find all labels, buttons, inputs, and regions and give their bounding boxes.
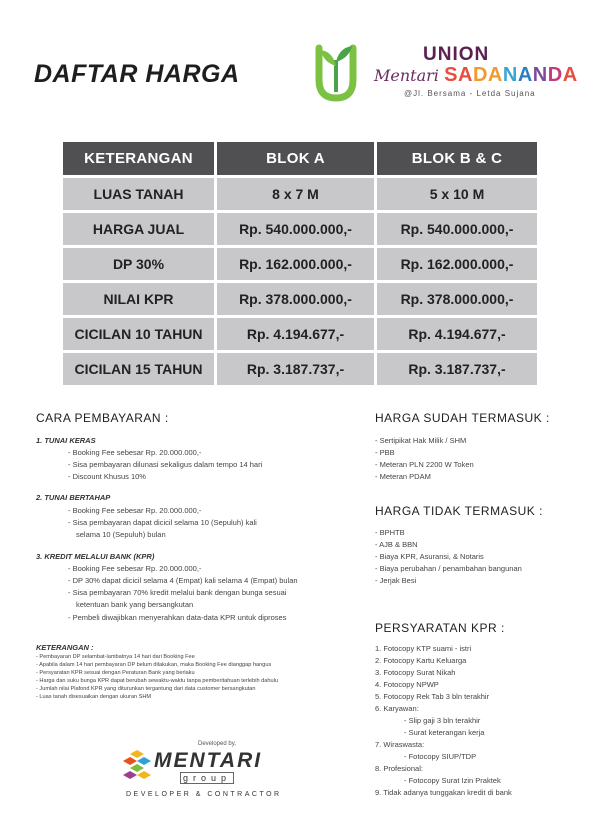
kredit-bank-line: - DP 30% dapat dicicil selama 4 (Empat) kali selama 4 (Empat) bulan <box>68 576 298 585</box>
persyaratan-sub-item: - Fotocopy Surat Izin Praktek <box>404 776 501 785</box>
kredit-bank-line: - Sisa pembayaran 70% kredit melalui bank dengan bunga sesuai <box>68 588 287 597</box>
price-table <box>63 139 537 388</box>
harga-termasuk-item: - Meteran PDAM <box>375 472 431 481</box>
row-label: CICILAN 10 TAHUN <box>63 318 217 350</box>
persyaratan-item: 9. Tidak adanya tunggakan kredit di bank <box>375 788 512 797</box>
harga-tidak-termasuk-item: - Biaya perubahan / penambahan bangunan <box>375 564 522 573</box>
harga-tidak-termasuk-item: - BPHTB <box>375 528 405 537</box>
persyaratan-item: 2. Fotocopy Kartu Keluarga <box>375 656 467 665</box>
blok-a-value: Rp. 162.000.000,- <box>217 248 377 280</box>
sadananda-letter: N <box>532 64 548 86</box>
keterangan-note: - Pembayaran DP selambat-lambatnya 14 hari dari Booking Fee <box>36 654 195 660</box>
sadananda-letter: A <box>458 64 473 86</box>
header-blok-bc: BLOK B & C <box>377 142 537 175</box>
sadananda-text <box>444 65 577 86</box>
tunai-keras-line: - Booking Fee sebesar Rp. 20.000.000,- <box>68 448 202 457</box>
header-blok-a: BLOK A <box>217 142 377 175</box>
sadananda-letter: N <box>502 64 518 86</box>
harga-termasuk-item: - Sertipikat Hak Milik / SHM <box>375 436 467 445</box>
tunai-bertahap-line: - Sisa pembayaran dapat dicicil selama 10 (Sepuluh) kali <box>68 518 257 527</box>
persyaratan-kpr-heading: PERSYARATAN KPR : <box>375 621 505 635</box>
keterangan-title: KETERANGAN : <box>36 643 94 652</box>
sadananda-letter: D <box>547 64 563 86</box>
project-name <box>374 64 578 87</box>
row-label: DP 30% <box>63 248 217 280</box>
location-text: @Jl. Bersama - Letda Sujana <box>404 89 536 98</box>
blok-a-value: Rp. 4.194.677,- <box>217 318 377 350</box>
row-label: LUAS TANAH <box>63 178 217 210</box>
group-word: group <box>180 772 234 784</box>
tunai-bertahap-line: selama 10 (Sepuluh) bulan <box>76 530 166 539</box>
harga-termasuk-item: - Meteran PLN 2200 W Token <box>375 460 474 469</box>
persyaratan-item: 1. Fotocopy KTP suami - istri <box>375 644 472 653</box>
persyaratan-sub-item: - Fotocopy SIUP/TDP <box>404 752 477 761</box>
u-leaf-icon <box>305 40 367 104</box>
persyaratan-sub-item: - Slip gaji 3 bln terakhir <box>404 716 481 725</box>
keterangan-note: - Luas tanah disesuaikan dengan ukuran SHM <box>36 694 152 700</box>
blok-a-value: Rp. 540.000.000,- <box>217 213 377 245</box>
union-logo <box>305 40 578 110</box>
harga-termasuk-heading: HARGA SUDAH TERMASUK : <box>375 411 550 425</box>
table-row <box>63 353 537 385</box>
page-title: DAFTAR HARGA <box>34 60 240 88</box>
blok-a-value: 8 x 7 M <box>217 178 377 210</box>
sadananda-letter: S <box>444 64 459 86</box>
developer-contractor-text: DEVELOPER & CONTRACTOR <box>126 791 282 798</box>
blok-bc-value: Rp. 162.000.000,- <box>377 248 537 280</box>
table-header-row <box>63 142 537 175</box>
sadananda-letter: A <box>487 64 503 86</box>
mentari-script-text: Mentari <box>374 66 439 85</box>
row-label: NILAI KPR <box>63 283 217 315</box>
blok-a-value: Rp. 3.187.737,- <box>217 353 377 385</box>
persyaratan-item: 7. Wiraswasta: <box>375 740 425 749</box>
kredit-bank-title: 3. KREDIT MELALUI BANK (KPR) <box>36 552 155 561</box>
table-row <box>63 283 537 315</box>
keterangan-note: - Harga dan suku bunga KPR dapat berubah sewaktu-waktu tanpa pemberitahuan terlebih dahulu <box>36 678 278 684</box>
blok-bc-value: Rp. 378.000.000,- <box>377 283 537 315</box>
harga-tidak-termasuk-item: - Biaya KPR, Asuransi, & Notaris <box>375 552 484 561</box>
tunai-keras-line: - Sisa pembayaran dilunasi sekaligus dalam tempo 14 hari <box>68 460 263 469</box>
persyaratan-item: 5. Fotocopy Rek Tab 3 bln terakhir <box>375 692 490 701</box>
persyaratan-item: 4. Fotocopy NPWP <box>375 680 439 689</box>
harga-termasuk-item: - PBB <box>375 448 395 457</box>
kredit-bank-line: - Pembeli diwajibkan menyerahkan data-data KPR untuk diproses <box>68 613 287 622</box>
keterangan-note: - Apabila dalam 14 hari pembayaran DP belum dilakukan, maka Booking Fee dianggap hangus <box>36 662 272 668</box>
keterangan-note: - Jumlah nilai Plafond KPR yang diturunkan tergantung dari data customer bersangkutan <box>36 686 256 692</box>
cube-logo-icon <box>122 749 152 783</box>
kredit-bank-line: ketentuan bank yang bersangkutan <box>76 600 194 609</box>
persyaratan-item: 8. Profesional: <box>375 764 423 773</box>
union-text: UNION <box>423 44 490 65</box>
sadananda-letter: A <box>562 64 578 86</box>
cara-pembayaran-heading: CARA PEMBAYARAN : <box>36 411 169 425</box>
blok-bc-value: Rp. 3.187.737,- <box>377 353 537 385</box>
sadananda-letter: A <box>517 64 533 86</box>
mentari-word: MENTARI <box>154 749 263 772</box>
persyaratan-item: 6. Karyawan: <box>375 704 419 713</box>
header-keterangan: KETERANGAN <box>63 142 217 175</box>
row-label: CICILAN 15 TAHUN <box>63 353 217 385</box>
tunai-bertahap-title: 2. TUNAI BERTAHAP <box>36 493 111 502</box>
row-label: HARGA JUAL <box>63 213 217 245</box>
kredit-bank-line: - Booking Fee sebesar Rp. 20.000.000,- <box>68 564 202 573</box>
tunai-bertahap-line: - Booking Fee sebesar Rp. 20.000.000,- <box>68 506 202 515</box>
table-row <box>63 248 537 280</box>
blok-bc-value: Rp. 4.194.677,- <box>377 318 537 350</box>
table-row <box>63 178 537 210</box>
persyaratan-item: 3. Fotocopy Surat Nikah <box>375 668 456 677</box>
table-row <box>63 318 537 350</box>
mentari-group-logo <box>120 747 282 803</box>
developed-by-text: Developed by, <box>198 741 236 747</box>
tunai-keras-line: - Discount Khusus 10% <box>68 472 146 481</box>
keterangan-note: - Persyaratan KPR sesuai dengan Peraturan Bank yang berlaku <box>36 670 195 676</box>
harga-tidak-termasuk-item: - AJB & BBN <box>375 540 418 549</box>
blok-bc-value: Rp. 540.000.000,- <box>377 213 537 245</box>
sadananda-letter: D <box>472 64 488 86</box>
tunai-keras-title: 1. TUNAI KERAS <box>36 436 96 445</box>
harga-tidak-termasuk-heading: HARGA TIDAK TERMASUK : <box>375 504 543 518</box>
harga-tidak-termasuk-item: - Jerjak Besi <box>375 576 417 585</box>
blok-bc-value: 5 x 10 M <box>377 178 537 210</box>
table-row <box>63 213 537 245</box>
blok-a-value: Rp. 378.000.000,- <box>217 283 377 315</box>
persyaratan-sub-item: - Surat keterangan kerja <box>404 728 485 737</box>
